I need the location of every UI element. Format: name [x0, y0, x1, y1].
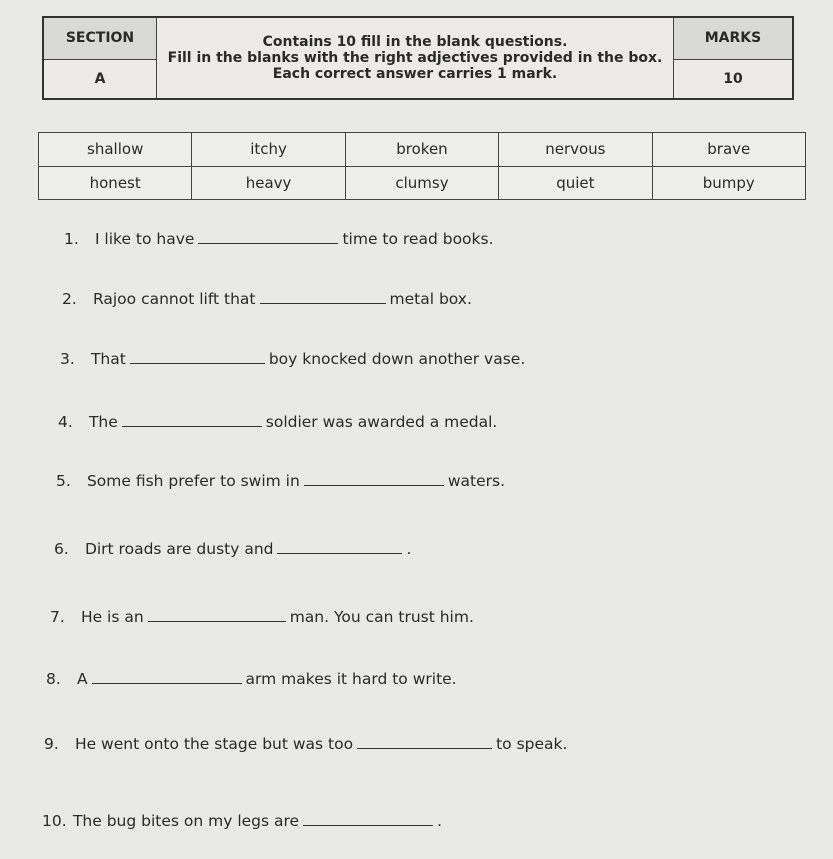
instruction-line: Each correct answer carries 1 mark.: [272, 66, 558, 82]
question-number: 9.: [44, 735, 59, 753]
instruction-line: Contains 10 fill in the blank questions.: [262, 34, 568, 50]
section-value: A: [43, 59, 157, 99]
question-3: [60, 350, 525, 368]
question-text-after: soldier was awarded a medal.: [265, 413, 498, 431]
word: clumsy: [345, 166, 498, 200]
word: nervous: [499, 133, 652, 167]
answer-blank[interactable]: [130, 351, 265, 364]
word: itchy: [192, 133, 345, 167]
answer-blank[interactable]: [148, 609, 286, 622]
answer-blank[interactable]: [357, 736, 492, 749]
word: shallow: [39, 133, 192, 167]
question-text-before: Rajoo cannot lift that: [92, 290, 256, 308]
word: honest: [39, 166, 192, 200]
question-text-before: The bug bites on my legs are: [72, 812, 300, 830]
question-text-after: boy knocked down another vase.: [268, 350, 526, 368]
question-text-before: He went onto the stage but was too: [74, 735, 354, 753]
question-text-after: waters.: [447, 472, 505, 490]
question-text-after: arm makes it hard to write.: [245, 670, 457, 688]
question-text-after: .: [437, 812, 443, 830]
word: heavy: [192, 166, 345, 200]
question-text-before: Dirt roads are dusty and: [84, 540, 274, 558]
question-text-before: The: [88, 413, 118, 431]
word: broken: [345, 133, 498, 167]
question-number: 6.: [54, 540, 69, 558]
question-number: 5.: [56, 472, 71, 490]
question-text-before: Some fish prefer to swim in: [86, 472, 300, 490]
answer-blank[interactable]: [122, 414, 262, 427]
question-7: [50, 608, 474, 626]
marks-label: MARKS: [674, 17, 794, 59]
question-2: [62, 290, 472, 308]
question-text-after: metal box.: [389, 290, 472, 308]
question-text-before: He is an: [80, 608, 144, 626]
section-label: SECTION: [43, 17, 157, 59]
question-text-after: .: [406, 540, 412, 558]
answer-blank[interactable]: [260, 291, 386, 304]
instruction-line: Fill in the blanks with the right adjectives provided in the box.: [167, 50, 663, 66]
section-header-table: [42, 16, 794, 100]
question-number: 2.: [62, 290, 77, 308]
question-6: [54, 540, 411, 558]
question-1: [64, 230, 494, 248]
instructions: [157, 17, 674, 99]
question-number: 4.: [58, 413, 73, 431]
question-9: [44, 735, 567, 753]
word: quiet: [499, 166, 652, 200]
question-number: 8.: [46, 670, 61, 688]
question-number: 7.: [50, 608, 65, 626]
question-text-before: That: [90, 350, 126, 368]
question-text-before: A: [76, 670, 88, 688]
answer-blank[interactable]: [304, 473, 444, 486]
question-number: 3.: [60, 350, 75, 368]
question-number: 10.: [42, 812, 67, 830]
question-5: [56, 472, 505, 490]
question-text-before: I like to have: [94, 230, 195, 248]
marks-value: 10: [674, 59, 794, 99]
question-number: 1.: [64, 230, 79, 248]
answer-blank[interactable]: [277, 541, 402, 554]
answer-blank[interactable]: [198, 231, 338, 244]
question-text-after: to speak.: [496, 735, 568, 753]
answer-blank[interactable]: [303, 813, 433, 826]
question-10: [42, 812, 442, 830]
word: brave: [652, 133, 805, 167]
question-text-after: time to read books.: [342, 230, 494, 248]
answer-blank[interactable]: [92, 671, 242, 684]
question-8: [46, 670, 457, 688]
word-box: [38, 132, 806, 200]
question-text-after: man. You can trust him.: [289, 608, 474, 626]
question-4: [58, 413, 497, 431]
word: bumpy: [652, 166, 805, 200]
